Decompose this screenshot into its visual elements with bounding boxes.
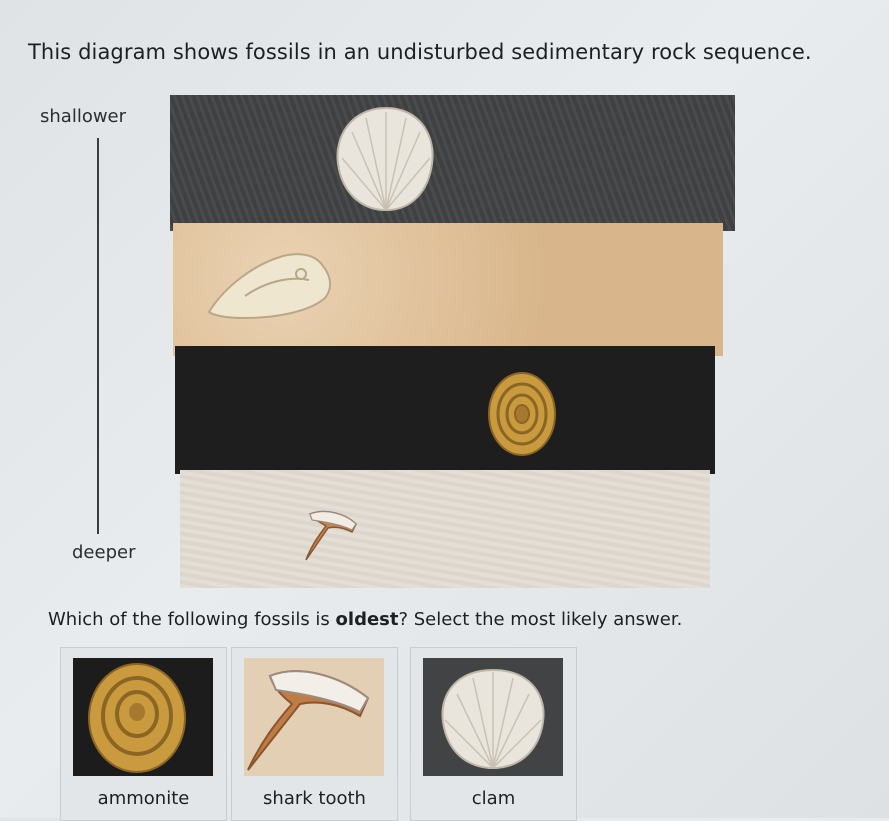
- option-shark-tooth[interactable]: [231, 647, 398, 821]
- diagram-heading: This diagram shows fossils in an undisturbed sedimentary rock sequence.: [28, 40, 812, 64]
- clam-icon: [423, 658, 563, 776]
- question-emphasis: oldest: [335, 609, 399, 630]
- ammonite-fossil-icon: [486, 370, 558, 458]
- question-text: [48, 609, 682, 630]
- rock-layer-3: [175, 346, 715, 474]
- deeper-label: deeper: [72, 542, 136, 563]
- shark-tooth-icon: [244, 658, 384, 776]
- option-clam[interactable]: [410, 647, 577, 821]
- question-prefix: Which of the following fossils is: [48, 609, 336, 630]
- question-suffix: ? Select the most likely answer.: [398, 609, 683, 630]
- rock-layer-4: [180, 470, 710, 588]
- rock-layer-1: [170, 95, 735, 231]
- shark-tooth-fossil-icon: [300, 504, 362, 564]
- option-ammonite[interactable]: [60, 647, 227, 821]
- option-label-clam: clam: [471, 788, 516, 809]
- depth-arrow-line: [97, 138, 99, 534]
- shallower-label: shallower: [40, 106, 127, 127]
- option-label-ammonite: ammonite: [97, 788, 190, 809]
- clam-fossil-icon: [332, 102, 440, 214]
- ammonite-icon: [73, 658, 213, 776]
- fish-skull-fossil-icon: [205, 246, 337, 322]
- option-label-shark-tooth: shark tooth: [263, 788, 366, 809]
